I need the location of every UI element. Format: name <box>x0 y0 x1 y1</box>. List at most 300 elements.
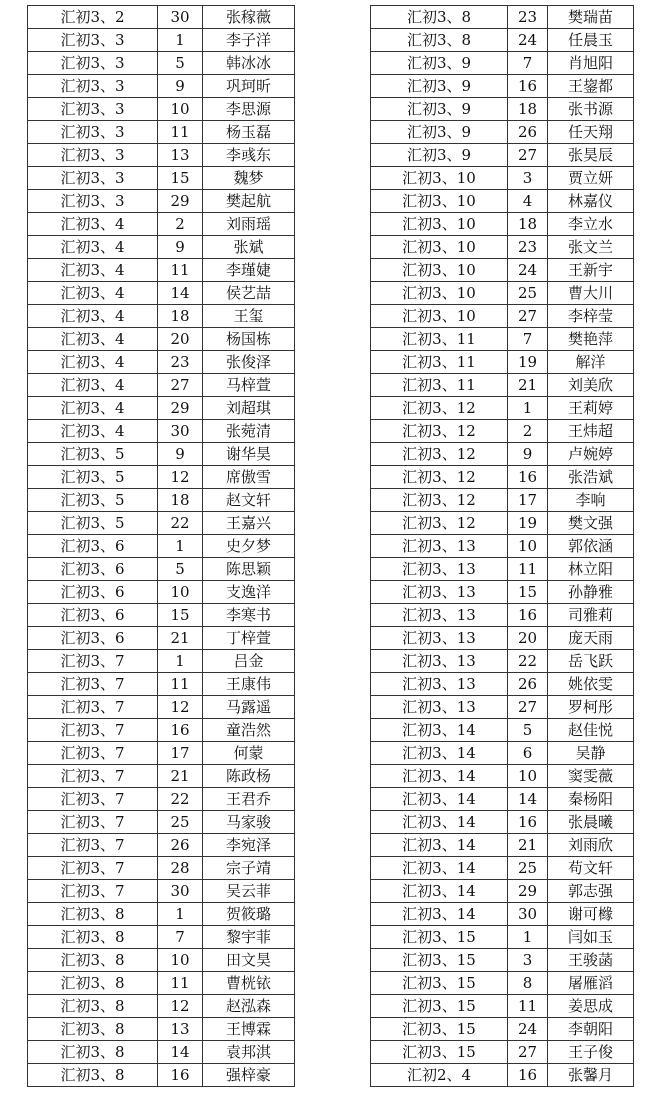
seat-number-cell: 22 <box>508 650 548 673</box>
table-row <box>371 972 634 995</box>
table-row <box>371 1018 634 1041</box>
seat-number-cell: 22 <box>158 788 203 811</box>
class-cell: 汇初3、8 <box>28 926 158 949</box>
seat-number-cell: 25 <box>508 857 548 880</box>
student-name-cell: 王玺 <box>203 305 295 328</box>
seat-number-cell: 3 <box>508 167 548 190</box>
seat-number-cell: 16 <box>508 75 548 98</box>
class-cell: 汇初3、15 <box>371 949 508 972</box>
student-name-cell: 苟文轩 <box>548 857 634 880</box>
table-row <box>371 259 634 282</box>
student-name-cell: 刘雨欣 <box>548 834 634 857</box>
table-row <box>28 995 295 1018</box>
student-name-cell: 贾立妍 <box>548 167 634 190</box>
seat-number-cell: 27 <box>508 144 548 167</box>
student-name-cell: 马露遥 <box>203 696 295 719</box>
class-cell: 汇初3、14 <box>371 765 508 788</box>
class-cell: 汇初3、4 <box>28 259 158 282</box>
student-name-cell: 肖旭阳 <box>548 52 634 75</box>
student-name-cell: 杨国栋 <box>203 328 295 351</box>
table-row <box>28 811 295 834</box>
class-cell: 汇初3、10 <box>371 259 508 282</box>
student-name-cell: 吴云菲 <box>203 880 295 903</box>
table-row <box>28 6 295 29</box>
class-cell: 汇初3、15 <box>371 926 508 949</box>
seat-number-cell: 15 <box>158 167 203 190</box>
class-cell: 汇初3、13 <box>371 627 508 650</box>
seat-number-cell: 29 <box>508 880 548 903</box>
seat-number-cell: 23 <box>508 6 548 29</box>
seat-number-cell: 7 <box>508 328 548 351</box>
seat-number-cell: 10 <box>508 765 548 788</box>
seat-number-cell: 11 <box>158 972 203 995</box>
student-name-cell: 张文兰 <box>548 236 634 259</box>
seat-number-cell: 21 <box>158 765 203 788</box>
class-cell: 汇初3、2 <box>28 6 158 29</box>
seat-number-cell: 14 <box>158 282 203 305</box>
class-cell: 汇初3、15 <box>371 995 508 1018</box>
table-row <box>28 328 295 351</box>
seat-number-cell: 5 <box>158 52 203 75</box>
table-row <box>371 742 634 765</box>
table-row <box>371 1041 634 1064</box>
table-row <box>371 213 634 236</box>
class-cell: 汇初3、4 <box>28 328 158 351</box>
seat-number-cell: 27 <box>508 305 548 328</box>
class-cell: 汇初3、12 <box>371 443 508 466</box>
student-name-cell: 宗子靖 <box>203 857 295 880</box>
student-name-cell: 张馨月 <box>548 1064 634 1087</box>
table-row <box>28 880 295 903</box>
student-name-cell: 樊起航 <box>203 190 295 213</box>
student-name-cell: 姚依雯 <box>548 673 634 696</box>
seat-number-cell: 30 <box>158 880 203 903</box>
student-name-cell: 张浩斌 <box>548 466 634 489</box>
class-cell: 汇初3、3 <box>28 167 158 190</box>
table-row <box>371 926 634 949</box>
seat-number-cell: 4 <box>508 190 548 213</box>
class-cell: 汇初3、8 <box>28 1041 158 1064</box>
seat-number-cell: 1 <box>158 535 203 558</box>
class-cell: 汇初3、4 <box>28 374 158 397</box>
seat-number-cell: 19 <box>508 512 548 535</box>
class-cell: 汇初3、10 <box>371 167 508 190</box>
seat-number-cell: 27 <box>508 1041 548 1064</box>
class-cell: 汇初3、11 <box>371 351 508 374</box>
table-row <box>371 995 634 1018</box>
class-cell: 汇初3、7 <box>28 880 158 903</box>
seat-number-cell: 7 <box>508 52 548 75</box>
seat-number-cell: 11 <box>508 558 548 581</box>
class-cell: 汇初3、9 <box>371 52 508 75</box>
table-row <box>371 811 634 834</box>
student-name-cell: 丁梓萱 <box>203 627 295 650</box>
table-row <box>371 190 634 213</box>
table-row <box>28 29 295 52</box>
class-cell: 汇初3、8 <box>28 972 158 995</box>
table-row <box>371 489 634 512</box>
student-name-cell: 李瑾婕 <box>203 259 295 282</box>
student-name-cell: 郭志强 <box>548 880 634 903</box>
roster-table-right <box>370 5 634 1087</box>
student-name-cell: 任晨玉 <box>548 29 634 52</box>
table-row <box>371 167 634 190</box>
table-row <box>28 489 295 512</box>
student-name-cell: 曹桄铱 <box>203 972 295 995</box>
seat-number-cell: 12 <box>158 696 203 719</box>
student-name-cell: 孙静雅 <box>548 581 634 604</box>
table-row <box>371 121 634 144</box>
student-name-cell: 刘超琪 <box>203 397 295 420</box>
class-cell: 汇初3、13 <box>371 650 508 673</box>
table-row <box>28 972 295 995</box>
class-cell: 汇初3、8 <box>371 6 508 29</box>
table-row <box>371 420 634 443</box>
seat-number-cell: 23 <box>158 351 203 374</box>
class-cell: 汇初3、3 <box>28 52 158 75</box>
seat-number-cell: 16 <box>158 1064 203 1087</box>
table-row <box>28 604 295 627</box>
student-name-cell: 李彧东 <box>203 144 295 167</box>
class-cell: 汇初3、4 <box>28 236 158 259</box>
class-cell: 汇初3、13 <box>371 673 508 696</box>
seat-number-cell: 28 <box>158 857 203 880</box>
seat-number-cell: 17 <box>508 489 548 512</box>
student-name-cell: 张昊辰 <box>548 144 634 167</box>
student-name-cell: 曹大川 <box>548 282 634 305</box>
table-row <box>28 719 295 742</box>
table-row <box>28 535 295 558</box>
class-cell: 汇初3、12 <box>371 466 508 489</box>
table-row <box>371 466 634 489</box>
class-cell: 汇初3、12 <box>371 397 508 420</box>
seat-number-cell: 10 <box>158 98 203 121</box>
student-name-cell: 马家骏 <box>203 811 295 834</box>
table-row <box>28 926 295 949</box>
class-cell: 汇初3、14 <box>371 788 508 811</box>
class-cell: 汇初3、8 <box>28 1064 158 1087</box>
class-cell: 汇初3、9 <box>371 75 508 98</box>
seat-number-cell: 11 <box>158 673 203 696</box>
table-row <box>28 420 295 443</box>
student-name-cell: 吕金 <box>203 650 295 673</box>
table-row <box>28 581 295 604</box>
student-name-cell: 吴静 <box>548 742 634 765</box>
table-row <box>28 1018 295 1041</box>
student-name-cell: 张菀清 <box>203 420 295 443</box>
student-name-cell: 贺筱璐 <box>203 903 295 926</box>
class-cell: 汇初3、12 <box>371 420 508 443</box>
student-name-cell: 林嘉仪 <box>548 190 634 213</box>
class-cell: 汇初3、10 <box>371 213 508 236</box>
seat-number-cell: 16 <box>508 1064 548 1087</box>
student-name-cell: 赵佳悦 <box>548 719 634 742</box>
student-name-cell: 李思源 <box>203 98 295 121</box>
roster-table-left-body <box>28 6 295 1087</box>
student-name-cell: 樊文强 <box>548 512 634 535</box>
seat-number-cell: 1 <box>508 397 548 420</box>
seat-number-cell: 13 <box>158 1018 203 1041</box>
student-name-cell: 黎宇菲 <box>203 926 295 949</box>
seat-number-cell: 8 <box>508 972 548 995</box>
class-cell: 汇初3、5 <box>28 512 158 535</box>
student-name-cell: 司雅莉 <box>548 604 634 627</box>
student-name-cell: 李响 <box>548 489 634 512</box>
seat-number-cell: 27 <box>508 696 548 719</box>
table-row <box>28 167 295 190</box>
student-name-cell: 谢可橼 <box>548 903 634 926</box>
student-name-cell: 马梓萱 <box>203 374 295 397</box>
student-name-cell: 姜思成 <box>548 995 634 1018</box>
table-row <box>371 1064 634 1087</box>
table-row <box>371 236 634 259</box>
table-row <box>28 190 295 213</box>
table-row <box>28 259 295 282</box>
table-row <box>28 673 295 696</box>
table-row <box>371 696 634 719</box>
seat-number-cell: 21 <box>158 627 203 650</box>
seat-number-cell: 26 <box>158 834 203 857</box>
seat-number-cell: 1 <box>158 650 203 673</box>
student-name-cell: 王骏菡 <box>548 949 634 972</box>
class-cell: 汇初3、9 <box>371 98 508 121</box>
seat-number-cell: 14 <box>158 1041 203 1064</box>
class-cell: 汇初3、7 <box>28 742 158 765</box>
class-cell: 汇初3、3 <box>28 144 158 167</box>
class-cell: 汇初3、11 <box>371 328 508 351</box>
student-name-cell: 罗柯彤 <box>548 696 634 719</box>
table-row <box>28 144 295 167</box>
seat-number-cell: 2 <box>158 213 203 236</box>
seat-number-cell: 9 <box>158 443 203 466</box>
table-row <box>28 305 295 328</box>
class-cell: 汇初3、14 <box>371 742 508 765</box>
table-row <box>28 627 295 650</box>
student-name-cell: 秦杨阳 <box>548 788 634 811</box>
class-cell: 汇初3、7 <box>28 696 158 719</box>
seat-number-cell: 18 <box>158 489 203 512</box>
seat-number-cell: 11 <box>158 121 203 144</box>
seat-number-cell: 12 <box>158 466 203 489</box>
class-cell: 汇初3、10 <box>371 236 508 259</box>
seat-number-cell: 20 <box>158 328 203 351</box>
student-name-cell: 岳飞跃 <box>548 650 634 673</box>
class-cell: 汇初3、15 <box>371 1018 508 1041</box>
table-row <box>371 788 634 811</box>
student-name-cell: 陈思颖 <box>203 558 295 581</box>
seat-number-cell: 30 <box>158 420 203 443</box>
class-cell: 汇初3、7 <box>28 857 158 880</box>
table-row <box>371 397 634 420</box>
seat-number-cell: 18 <box>158 305 203 328</box>
table-row <box>28 466 295 489</box>
student-name-cell: 谢华昊 <box>203 443 295 466</box>
class-cell: 汇初3、4 <box>28 305 158 328</box>
class-cell: 汇初3、13 <box>371 535 508 558</box>
table-row <box>371 374 634 397</box>
student-name-cell: 支逸洋 <box>203 581 295 604</box>
table-row <box>371 351 634 374</box>
table-row <box>371 650 634 673</box>
class-cell: 汇初3、3 <box>28 29 158 52</box>
table-row <box>371 627 634 650</box>
seat-number-cell: 22 <box>158 512 203 535</box>
table-row <box>28 1064 295 1087</box>
student-name-cell: 田文昊 <box>203 949 295 972</box>
table-row <box>28 282 295 305</box>
class-cell: 汇初3、6 <box>28 558 158 581</box>
seat-number-cell: 7 <box>158 926 203 949</box>
seat-number-cell: 27 <box>158 374 203 397</box>
class-cell: 汇初3、3 <box>28 98 158 121</box>
table-row <box>371 880 634 903</box>
class-cell: 汇初3、6 <box>28 627 158 650</box>
roster-table-left <box>27 5 295 1087</box>
seat-number-cell: 10 <box>508 535 548 558</box>
table-row <box>371 282 634 305</box>
student-name-cell: 史夕梦 <box>203 535 295 558</box>
table-row <box>371 6 634 29</box>
student-name-cell: 闫如玉 <box>548 926 634 949</box>
seat-number-cell: 9 <box>158 75 203 98</box>
table-row <box>371 144 634 167</box>
table-row <box>371 52 634 75</box>
student-name-cell: 陈政杨 <box>203 765 295 788</box>
student-name-cell: 袁邦淇 <box>203 1041 295 1064</box>
seat-number-cell: 14 <box>508 788 548 811</box>
table-row <box>28 1041 295 1064</box>
class-cell: 汇初3、15 <box>371 1041 508 1064</box>
seat-number-cell: 16 <box>508 604 548 627</box>
table-row <box>371 512 634 535</box>
table-row <box>28 75 295 98</box>
seat-number-cell: 30 <box>508 903 548 926</box>
seat-number-cell: 1 <box>158 29 203 52</box>
table-row <box>371 443 634 466</box>
seat-number-cell: 17 <box>158 742 203 765</box>
class-cell: 汇初2、4 <box>371 1064 508 1087</box>
table-row <box>371 581 634 604</box>
seat-number-cell: 24 <box>508 29 548 52</box>
student-name-cell: 李寒书 <box>203 604 295 627</box>
student-name-cell: 王君乔 <box>203 788 295 811</box>
student-name-cell: 王莉婷 <box>548 397 634 420</box>
class-cell: 汇初3、10 <box>371 190 508 213</box>
class-cell: 汇初3、15 <box>371 972 508 995</box>
seat-number-cell: 18 <box>508 213 548 236</box>
seat-number-cell: 21 <box>508 374 548 397</box>
class-cell: 汇初3、8 <box>28 949 158 972</box>
class-cell: 汇初3、3 <box>28 75 158 98</box>
class-cell: 汇初3、4 <box>28 213 158 236</box>
seat-number-cell: 2 <box>508 420 548 443</box>
student-name-cell: 巩珂昕 <box>203 75 295 98</box>
student-name-cell: 李立水 <box>548 213 634 236</box>
class-cell: 汇初3、7 <box>28 811 158 834</box>
class-cell: 汇初3、4 <box>28 397 158 420</box>
class-cell: 汇初3、4 <box>28 420 158 443</box>
class-cell: 汇初3、6 <box>28 581 158 604</box>
table-row <box>371 949 634 972</box>
student-name-cell: 屠雁滔 <box>548 972 634 995</box>
class-cell: 汇初3、5 <box>28 489 158 512</box>
seat-number-cell: 5 <box>508 719 548 742</box>
table-row <box>371 558 634 581</box>
table-row <box>371 834 634 857</box>
table-row <box>28 374 295 397</box>
seat-number-cell: 24 <box>508 259 548 282</box>
student-name-cell: 卢婉婷 <box>548 443 634 466</box>
table-row <box>371 98 634 121</box>
seat-number-cell: 1 <box>508 926 548 949</box>
class-cell: 汇初3、10 <box>371 282 508 305</box>
table-row <box>371 765 634 788</box>
seat-number-cell: 18 <box>508 98 548 121</box>
student-name-cell: 魏梦 <box>203 167 295 190</box>
table-row <box>28 903 295 926</box>
table-row <box>28 650 295 673</box>
class-cell: 汇初3、14 <box>371 811 508 834</box>
class-cell: 汇初3、8 <box>28 903 158 926</box>
class-cell: 汇初3、3 <box>28 190 158 213</box>
table-row <box>28 52 295 75</box>
table-row <box>28 121 295 144</box>
seat-number-cell: 3 <box>508 949 548 972</box>
student-name-cell: 王嘉兴 <box>203 512 295 535</box>
class-cell: 汇初3、13 <box>371 558 508 581</box>
student-name-cell: 王子俊 <box>548 1041 634 1064</box>
student-name-cell: 任天翔 <box>548 121 634 144</box>
student-name-cell: 何蒙 <box>203 742 295 765</box>
seat-number-cell: 9 <box>158 236 203 259</box>
table-row <box>371 328 634 351</box>
table-row <box>28 949 295 972</box>
student-name-cell: 李梓莹 <box>548 305 634 328</box>
class-cell: 汇初3、12 <box>371 512 508 535</box>
seat-number-cell: 11 <box>158 259 203 282</box>
class-cell: 汇初3、8 <box>28 1018 158 1041</box>
class-cell: 汇初3、14 <box>371 834 508 857</box>
table-row <box>28 834 295 857</box>
table-row <box>371 75 634 98</box>
student-name-cell: 窦雯薇 <box>548 765 634 788</box>
student-name-cell: 张稼薇 <box>203 6 295 29</box>
roster-table-right-body <box>371 6 634 1087</box>
seat-number-cell: 15 <box>508 581 548 604</box>
class-cell: 汇初3、8 <box>28 995 158 1018</box>
student-name-cell: 刘雨瑶 <box>203 213 295 236</box>
seat-number-cell: 23 <box>508 236 548 259</box>
class-cell: 汇初3、7 <box>28 673 158 696</box>
class-cell: 汇初3、13 <box>371 604 508 627</box>
seat-number-cell: 11 <box>508 995 548 1018</box>
class-cell: 汇初3、14 <box>371 719 508 742</box>
table-row <box>371 535 634 558</box>
student-name-cell: 张晨曦 <box>548 811 634 834</box>
student-name-cell: 张俊泽 <box>203 351 295 374</box>
class-cell: 汇初3、11 <box>371 374 508 397</box>
student-name-cell: 庞天雨 <box>548 627 634 650</box>
seat-number-cell: 25 <box>508 282 548 305</box>
class-cell: 汇初3、13 <box>371 696 508 719</box>
class-cell: 汇初3、7 <box>28 719 158 742</box>
student-name-cell: 杨玉磊 <box>203 121 295 144</box>
seat-number-cell: 20 <box>508 627 548 650</box>
class-cell: 汇初3、8 <box>371 29 508 52</box>
class-cell: 汇初3、10 <box>371 305 508 328</box>
seat-number-cell: 6 <box>508 742 548 765</box>
student-name-cell: 林立阳 <box>548 558 634 581</box>
